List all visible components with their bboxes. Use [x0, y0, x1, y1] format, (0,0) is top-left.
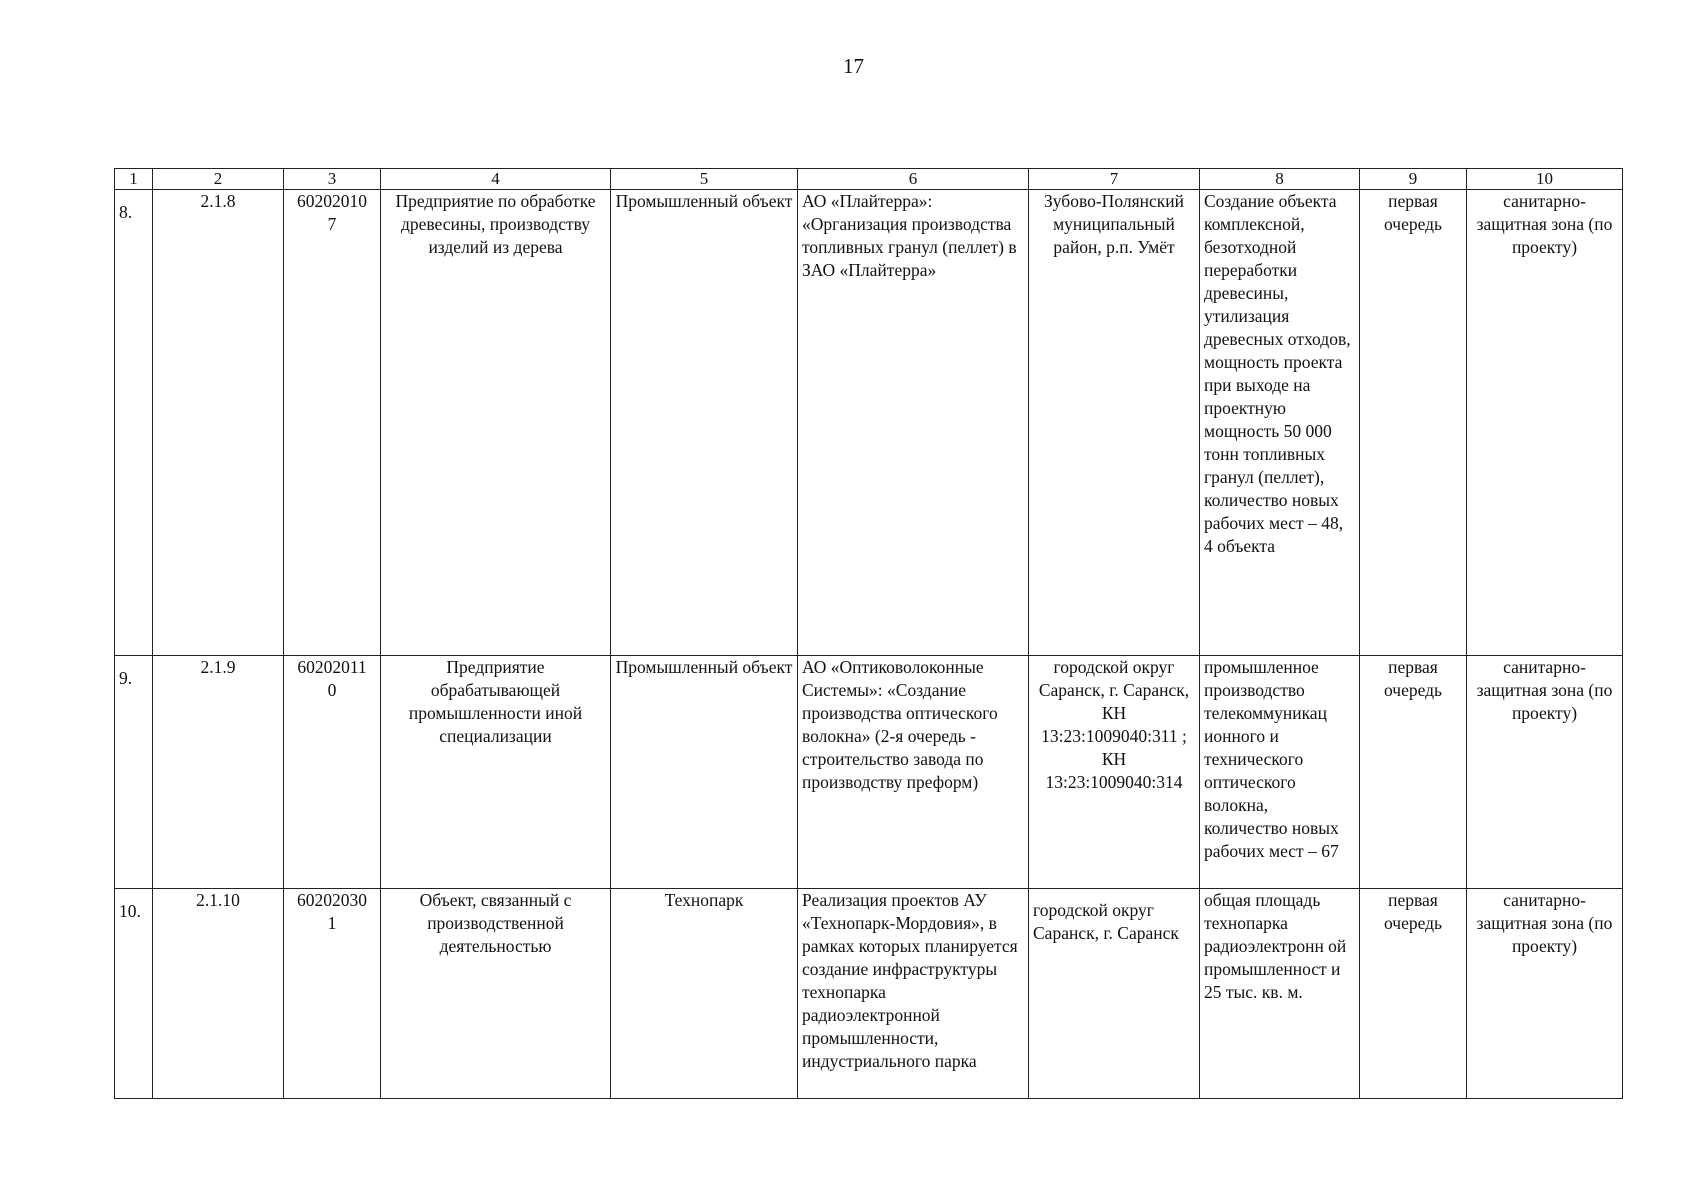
column-header: 3	[284, 169, 381, 190]
project-description: АО «Оптиковолоконные Системы»: «Создание производства оптического волокна» (2-я очередь - строительство завода по производству преформ)	[798, 656, 1029, 889]
object-characteristics: общая площадь технопарка радиоэлектронн ой промышленност и 25 тыс. кв. м.	[1200, 889, 1360, 1099]
protective-zone: санитарно-защитная зона (по проекту)	[1467, 190, 1623, 656]
table-row	[115, 190, 1623, 656]
document-table	[114, 168, 1623, 1099]
row-code: 2.1.9	[153, 656, 284, 889]
object-name: Объект, связанный с производственной деятельностью	[381, 889, 611, 1099]
object-type: Промышленный объект	[611, 190, 798, 656]
project-description: Реализация проектов АУ «Технопарк-Мордовия», в рамках которых планируется создание инфраструктуры технопарка радиоэлектронной промышленности, индустриального парка	[798, 889, 1029, 1099]
location: городской округ Саранск, г. Саранск, КН 13:23:1009040:311 ; КН 13:23:1009040:314	[1029, 656, 1200, 889]
column-header: 5	[611, 169, 798, 190]
row-code: 2.1.10	[153, 889, 284, 1099]
object-type: Промышленный объект	[611, 656, 798, 889]
implementation-stage: первая очередь	[1360, 656, 1467, 889]
row-number: 8.	[115, 190, 153, 656]
location: Зубово-Полянский муниципальный район, р.п. Умёт	[1029, 190, 1200, 656]
table-row	[115, 889, 1623, 1099]
column-header: 1	[115, 169, 153, 190]
protective-zone: санитарно-защитная зона (по проекту)	[1467, 889, 1623, 1099]
implementation-stage: первая очередь	[1360, 889, 1467, 1099]
column-header: 8	[1200, 169, 1360, 190]
row-id: 60202030 1	[284, 889, 381, 1099]
column-header: 6	[798, 169, 1029, 190]
object-type: Технопарк	[611, 889, 798, 1099]
object-characteristics: Создание объекта комплексной, безотходной переработки древесины, утилизация древесных отходов, мощность проекта при выходе на проектную мощность 50 000 тонн топливных гранул (пеллет), количество новых рабочих мест – 48, 4 объекта	[1200, 190, 1360, 656]
column-header: 2	[153, 169, 284, 190]
table-header-row	[115, 169, 1623, 190]
object-name: Предприятие обрабатывающей промышленности иной специализации	[381, 656, 611, 889]
column-header: 4	[381, 169, 611, 190]
row-id: 60202011 0	[284, 656, 381, 889]
object-characteristics: промышленное производство телекоммуникац ионного и технического оптического волокна, количество новых рабочих мест – 67	[1200, 656, 1360, 889]
table-row	[115, 656, 1623, 889]
row-number: 10.	[115, 889, 153, 1099]
page-number: 17	[843, 54, 864, 78]
row-id: 60202010 7	[284, 190, 381, 656]
protective-zone: санитарно-защитная зона (по проекту)	[1467, 656, 1623, 889]
column-header: 9	[1360, 169, 1467, 190]
object-name: Предприятие по обработке древесины, производству изделий из дерева	[381, 190, 611, 656]
implementation-stage: первая очередь	[1360, 190, 1467, 656]
column-header: 7	[1029, 169, 1200, 190]
row-code: 2.1.8	[153, 190, 284, 656]
column-header: 10	[1467, 169, 1623, 190]
row-number: 9.	[115, 656, 153, 889]
project-description: АО «Плайтерра»: «Организация производства топливных гранул (пеллет) в ЗАО «Плайтерра»	[798, 190, 1029, 656]
location: городской округ Саранск, г. Саранск	[1029, 889, 1200, 1099]
